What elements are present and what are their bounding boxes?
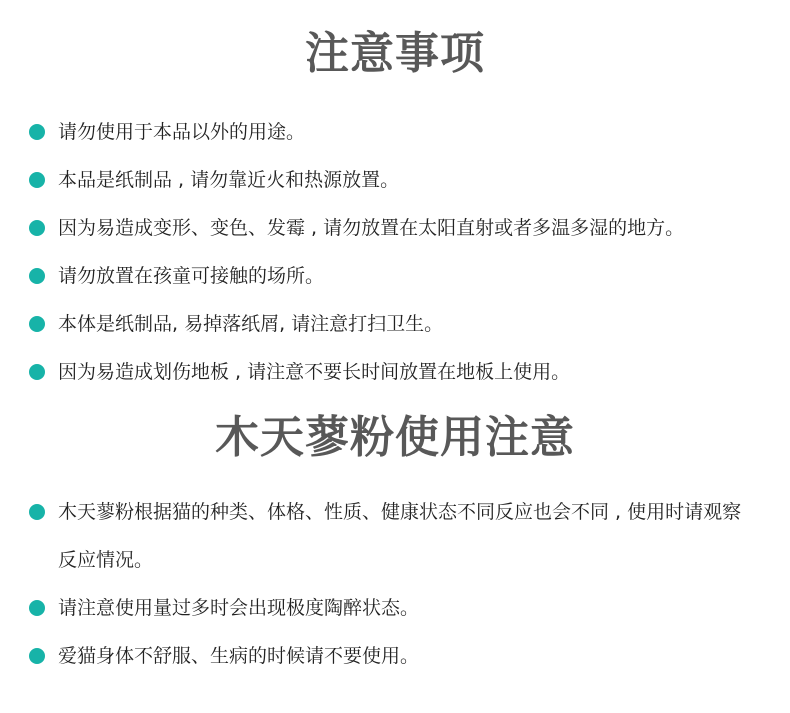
bullet-dot-icon [29,220,45,236]
section-title-silvervine-usage: 木天蓼粉使用注意 [215,412,575,463]
bullet-dot-icon [29,648,45,664]
list-item-text: 因为易造成变形、变色、发霉 , 请勿放置在太阳直射或者多温多湿的地方。 [58,217,685,239]
bullet-dot-icon [29,364,45,380]
bullet-dot-icon [29,504,45,520]
list-item [0,584,790,632]
list-item-text: 木天蓼粉根据猫的种类、体格、性质、健康状态不同反应也会不同 , 使用时请观察反应情况。 [58,501,742,571]
list-item [0,108,790,156]
bullet-dot-icon [29,172,45,188]
list-item [0,632,790,680]
list-item-text: 请注意使用量过多时会出现极度陶醉状态。 [58,597,420,619]
bullet-dot-icon [29,124,45,140]
list-item [0,300,790,348]
precautions-list [0,108,790,396]
list-item [0,488,790,584]
list-item-text: 爱猫身体不舒服、生病的时候请不要使用。 [58,645,420,667]
list-item-text: 本体是纸制品, 易掉落纸屑, 请注意打扫卫生。 [58,313,444,335]
bullet-dot-icon [29,268,45,284]
list-item [0,348,790,396]
list-item [0,204,790,252]
list-item-text: 请勿使用于本品以外的用途。 [58,121,306,143]
list-item [0,156,790,204]
bullet-dot-icon [29,316,45,332]
list-item-text: 请勿放置在孩童可接触的场所。 [58,265,325,287]
bullet-dot-icon [29,600,45,616]
list-item-text: 本品是纸制品 , 请勿靠近火和热源放置。 [58,169,400,191]
list-item [0,252,790,300]
silvervine-usage-list [0,488,790,680]
section-title-precautions: 注意事项 [305,28,485,79]
list-item-text: 因为易造成划伤地板 , 请注意不要长时间放置在地板上使用。 [58,361,571,383]
